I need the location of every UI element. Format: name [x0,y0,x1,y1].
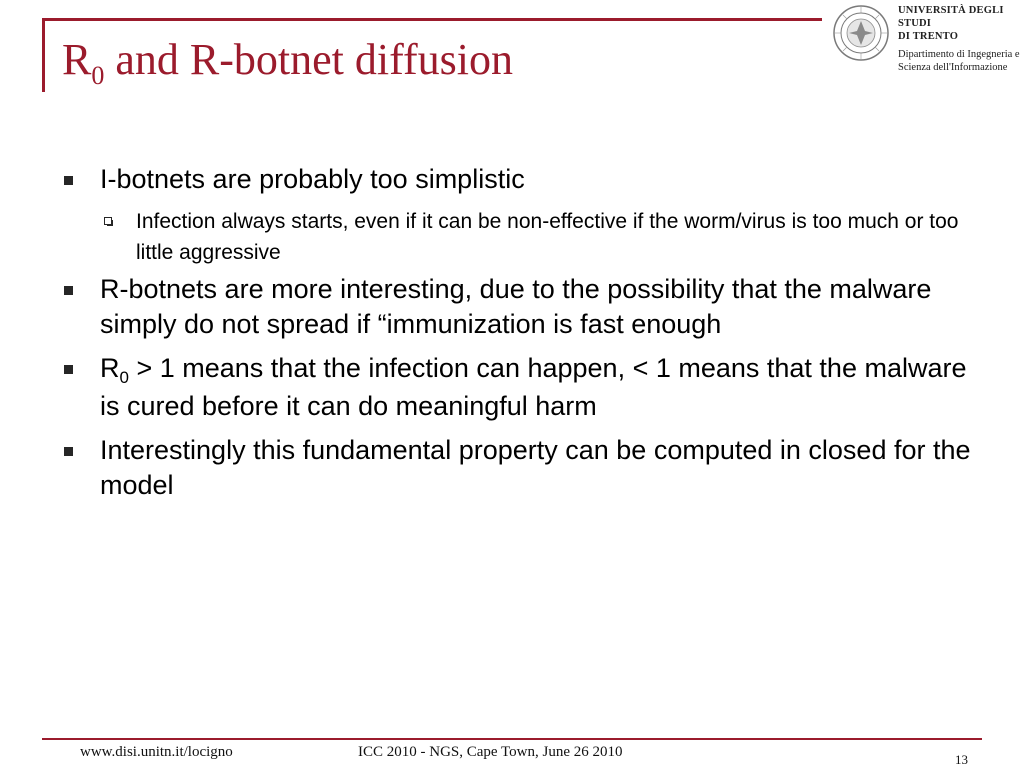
logo-department-line1: Dipartimento di Ingegneria e [898,49,1020,60]
slide-content [62,162,974,512]
bullet-text: I-botnets are probably too simplistic [100,164,525,194]
square-bullet-icon [64,176,73,185]
square-bullet-icon [64,365,73,374]
logo-text [898,4,1024,74]
bullet-item [62,272,974,342]
bullet-item [62,351,974,424]
footer-event: ICC 2010 - NGS, Cape Town, June 26 2010 [358,744,623,760]
title-accent-vertical [42,18,45,92]
bullet-prefix: R [100,353,120,383]
bullet-item [62,162,974,197]
title-main: R [62,35,92,84]
bullet-text: R-botnets are more interesting, due to the possibility that the malware simply do not spread if “immunization is fast enough [100,274,932,339]
title-accent-horizontal [42,18,822,21]
bullet-text: > 1 means that the infection can happen, < 1 means that the malware is cured before it can do meaningful harm [100,353,967,421]
university-seal-icon [832,4,890,62]
sub-bullet-item [62,206,974,268]
logo-university-city: DI TRENTO [898,31,959,42]
square-bullet-icon [64,447,73,456]
bullet-subscript: 0 [119,368,129,387]
logo-department-line2: Scienza dell'Informazione [898,62,1008,73]
sub-bullet-text: Infection always starts, even if it can be non-effective if the worm/virus is too much or too little aggressive [136,210,959,264]
slide-title [62,35,513,90]
bullet-item [62,433,974,503]
logo-university-name: UNIVERSITÀ DEGLI STUDI [898,5,1004,29]
bullet-text: Interestingly this fundamental property can be computed in closed for the model [100,435,971,500]
title-subscript: 0 [91,61,105,90]
footer-url: www.disi.unitn.it/locigno [80,744,233,760]
square-bullet-icon [64,286,73,295]
page-number: 13 [955,752,968,767]
hollow-square-bullet-icon [104,217,112,225]
university-logo [832,4,1024,73]
footer-divider [42,738,982,740]
title-rest: and R-botnet diffusion [104,35,513,84]
